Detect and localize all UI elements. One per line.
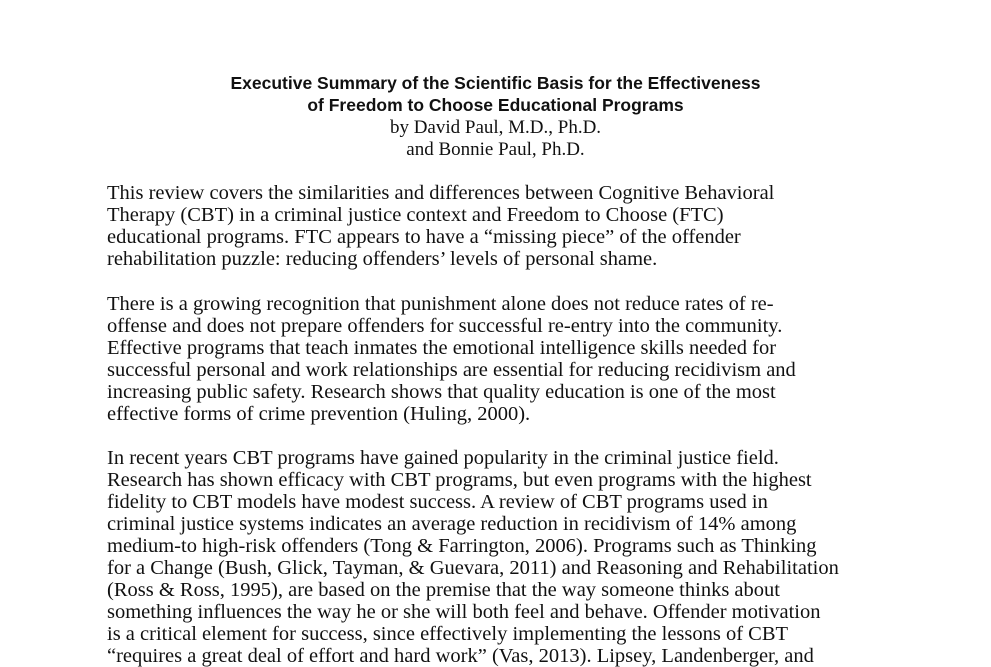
paragraph-line: offense and does not prepare offenders for successful re-entry into the community. xyxy=(107,315,783,337)
paragraph-line: something influences the way he or she will both feel and behave. Offender motivation xyxy=(107,601,821,623)
paragraph-line: “requires a great deal of effort and hard work” (Vas, 2013). Lipsey, Landenberger, and xyxy=(107,645,814,667)
document-title-line-2: of Freedom to Choose Educational Programs xyxy=(307,95,684,115)
paragraph-line: for a Change (Bush, Glick, Tayman, & Guevara, 2011) and Reasoning and Rehabilitation xyxy=(107,557,839,579)
paragraph-line: is a critical element for success, since effectively implementing the lessons of CBT xyxy=(107,623,789,645)
paragraph-line: criminal justice systems indicates an average reduction in recidivism of 14% among xyxy=(107,513,797,535)
paragraph-line: educational programs. FTC appears to have a “missing piece” of the offender xyxy=(107,226,741,248)
paragraph-line: successful personal and work relationships are essential for reducing recidivism and xyxy=(107,359,796,381)
paragraph-line: effective forms of crime prevention (Huling, 2000). xyxy=(107,403,531,425)
paragraph-line: medium-to high-risk offenders (Tong & Farrington, 2006). Programs such as Thinking xyxy=(107,535,817,557)
paragraph-line: In recent years CBT programs have gained popularity in the criminal justice field. xyxy=(107,447,779,469)
paragraph-line: There is a growing recognition that punishment alone does not reduce rates of re- xyxy=(107,293,774,315)
paragraph-line: Effective programs that teach inmates the emotional intelligence skills needed for xyxy=(107,337,777,359)
document-title-line-1: Executive Summary of the Scientific Basis for the Effectiveness xyxy=(230,73,761,93)
paragraph-line: Therapy (CBT) in a criminal justice context and Freedom to Choose (FTC) xyxy=(107,204,724,226)
paragraph-line: increasing public safety. Research shows that quality education is one of the most xyxy=(107,381,776,403)
paragraph-line: (Ross & Ross, 1995), are based on the premise that the way someone thinks about xyxy=(107,579,780,601)
author-line-2: and Bonnie Paul, Ph.D. xyxy=(406,139,585,160)
paragraph-line: This review covers the similarities and differences between Cognitive Behavioral xyxy=(107,182,775,204)
paragraph-line: fidelity to CBT models have modest success. A review of CBT programs used in xyxy=(107,491,768,513)
paragraph-line: Research has shown efficacy with CBT programs, but even programs with the highest xyxy=(107,469,812,491)
paragraph-line: rehabilitation puzzle: reducing offenders’ levels of personal shame. xyxy=(107,248,658,270)
author-line-1: by David Paul, M.D., Ph.D. xyxy=(389,117,602,138)
